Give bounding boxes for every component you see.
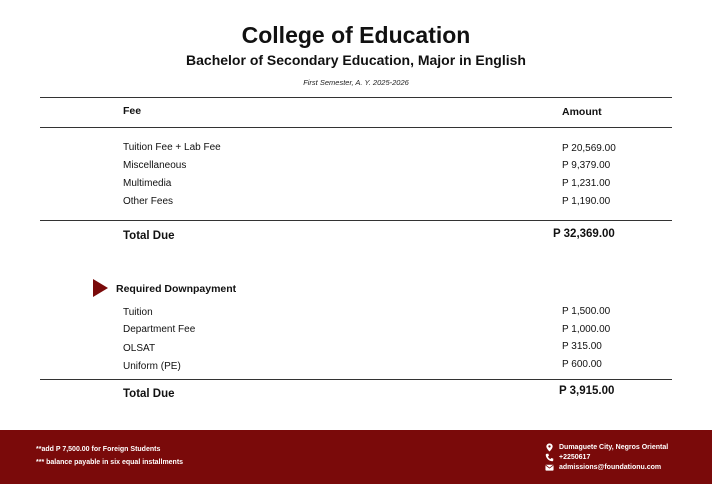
- installment-note: *** balance payable in six equal installments: [36, 459, 184, 466]
- downpayment-total-amount: P 3,915.00: [559, 385, 615, 397]
- triangle-bullet-icon: [93, 279, 108, 297]
- fee-name: Miscellaneous: [123, 160, 187, 171]
- downpayment-item-amount: P 315.00: [562, 341, 602, 352]
- table-top-divider: [40, 97, 672, 98]
- amount-column-header: Amount: [562, 106, 602, 118]
- downpayment-item-amount: P 1,500.00: [562, 306, 611, 317]
- total-divider: [40, 220, 672, 221]
- fee-amount: P 1,231.00: [562, 178, 611, 189]
- phone-text: +2250617: [559, 454, 591, 461]
- total-due-label: Total Due: [123, 230, 175, 242]
- fee-name: Multimedia: [123, 178, 172, 189]
- contact-location: [545, 443, 668, 452]
- downpayment-item-name: Tuition: [123, 307, 153, 318]
- program-subtitle: Bachelor of Secondary Education, Major in English: [186, 52, 526, 68]
- location-text: Dumaguete City, Negros Oriental: [559, 444, 669, 451]
- fee-name: Tuition Fee + Lab Fee: [123, 142, 221, 153]
- downpayment-item-name: Department Fee: [123, 324, 196, 335]
- total-due-amount: P 32,369.00: [553, 228, 615, 240]
- page-title: College of Education: [241, 22, 471, 48]
- email-text: admissions@foundationu.com: [559, 464, 662, 471]
- phone-icon: [545, 453, 554, 462]
- contact-email[interactable]: [545, 463, 661, 472]
- fee-column-header: Fee: [123, 105, 142, 117]
- downpayment-total-divider: [40, 379, 672, 380]
- downpayment-item-amount: P 1,000.00: [562, 324, 611, 335]
- downpayment-heading: Required Downpayment: [116, 283, 237, 295]
- foreign-students-note: **add P 7,500.00 for Foreign Students: [36, 446, 161, 453]
- fee-amount: P 20,569.00: [562, 143, 616, 154]
- footer-bar: [0, 430, 712, 484]
- fee-amount: P 1,190.00: [562, 196, 611, 207]
- downpayment-item-name: Uniform (PE): [123, 361, 181, 372]
- mail-icon: [545, 463, 554, 472]
- semester-label: First Semester, A. Y. 2025-2026: [303, 78, 409, 87]
- fee-name: Other Fees: [123, 196, 174, 207]
- table-header-divider: [40, 127, 672, 128]
- fee-amount: P 9,379.00: [562, 160, 611, 171]
- downpayment-item-name: OLSAT: [123, 343, 156, 354]
- location-pin-icon: [545, 443, 554, 452]
- downpayment-item-amount: P 600.00: [562, 359, 602, 370]
- downpayment-total-label: Total Due: [123, 388, 175, 400]
- contact-phone[interactable]: [545, 453, 590, 462]
